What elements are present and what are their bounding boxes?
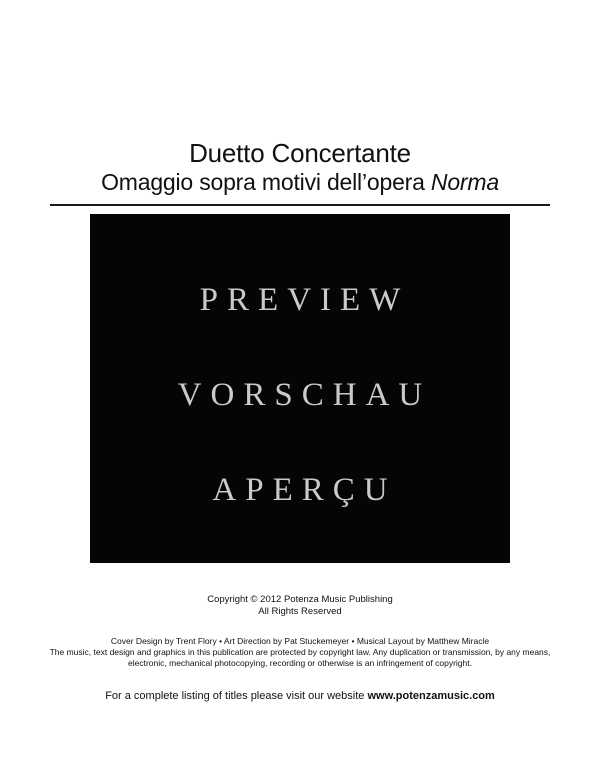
title-block bbox=[0, 138, 600, 196]
website-block bbox=[0, 689, 600, 703]
legal-notice-paragraph: The music, text design and graphics in this publication are protected by copyright law. Any duplication or transmission, by any means, electronic, mechanical photocopying, recording or otherwise is an infringement of copyright. bbox=[49, 647, 551, 668]
header-divider-rule bbox=[50, 204, 550, 206]
rights-reserved-line: All Rights Reserved bbox=[258, 606, 342, 617]
page-subtitle bbox=[0, 168, 600, 196]
preview-watermark-lines bbox=[90, 214, 510, 563]
publisher-website-link[interactable]: www.potenzamusic.com bbox=[367, 690, 495, 702]
website-prefix-text: For a complete listing of titles please visit our website bbox=[105, 690, 368, 702]
design-credits-line: Cover Design by Trent Flory • Art Direction by Pat Stuckemeyer • Musical Layout by Matthew Miracle bbox=[110, 636, 490, 646]
credits-block bbox=[0, 636, 600, 669]
subtitle-work-title: Norma bbox=[430, 169, 499, 195]
subtitle-prefix-text: Omaggio sopra motivi dell’opera bbox=[101, 169, 431, 195]
page-title: Duetto Concertante bbox=[189, 138, 411, 168]
preview-label-german: VORSCHAU bbox=[177, 377, 432, 413]
preview-label-english: PREVIEW bbox=[199, 282, 410, 318]
copyright-line: Copyright © 2012 Potenza Music Publishing bbox=[207, 594, 393, 605]
preview-watermark-panel bbox=[90, 214, 510, 563]
preview-label-french: APERÇU bbox=[212, 472, 397, 508]
copyright-block bbox=[0, 594, 600, 618]
footer-colophon bbox=[0, 594, 600, 703]
